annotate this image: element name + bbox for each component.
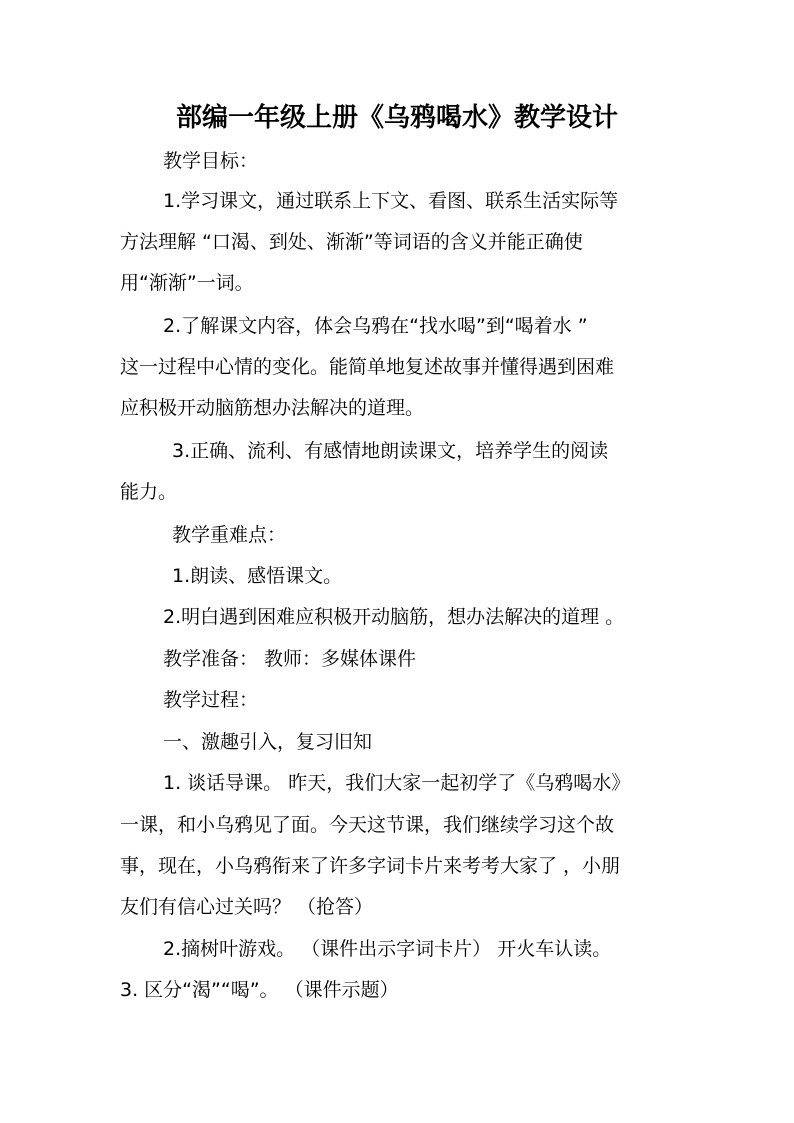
paragraph-line: 2.明白遇到困难应积极开动脑筋，想办法解决的道理 。: [163, 606, 625, 628]
paragraph-line: 1. 谈话导课。 昨天，我们大家一起初学了《乌鸦喝水》: [163, 772, 631, 794]
paragraph-line: 1.学习课文，通过联系上下文、看图、联系生活实际等: [163, 190, 619, 212]
section-heading-process: 教学过程：: [163, 689, 259, 711]
paragraph-line: 用“渐渐”一词。: [120, 272, 254, 294]
paragraph-line: 应积极开动脑筋想办法解决的道理。: [120, 397, 425, 419]
section-heading-preparation: 教学准备： 教师：多媒体课件: [163, 648, 417, 670]
paragraph-line: 这一过程中心情的变化。能简单地复述故事并懂得遇到困难: [120, 356, 615, 378]
paragraph-line: 2.了解课文内容，体会乌鸦在“找水喝”到“喝着水 ”: [163, 315, 588, 337]
paragraph-line: 3. 区分“渴”“喝”。 （课件示题）: [120, 979, 399, 1001]
paragraph-line: 友们有信心过关吗？ （抢答）: [120, 896, 374, 918]
section-heading-key-points: 教学重难点：: [172, 524, 287, 546]
section-heading-objectives: 教学目标：: [163, 150, 259, 172]
paragraph-line: 2.摘树叶游戏。 （课件出示字词卡片） 开火车认读。: [163, 938, 612, 960]
paragraph-line: 事，现在，小乌鸦衔来了许多字词卡片来考考大家了 ，小朋: [120, 855, 621, 877]
paragraph-line: 能力。: [120, 481, 178, 503]
section-subheading: 一、激趣引入，复习旧知: [163, 731, 373, 753]
document-title: 部编一年级上册《乌鸦喝水》教学设计: [175, 103, 618, 133]
paragraph-line: 3.正确、流利、有感情地朗读课文，培养学生的阅读: [172, 440, 609, 462]
paragraph-line: 1.朗读、感悟课文。: [172, 565, 343, 587]
paragraph-line: 一课，和小乌鸦见了面。今天这节课，我们继续学习这个故: [120, 814, 615, 836]
paragraph-line: 方法理解 “口渴、到处、渐渐”等词语的含义并能正确使: [120, 231, 583, 253]
